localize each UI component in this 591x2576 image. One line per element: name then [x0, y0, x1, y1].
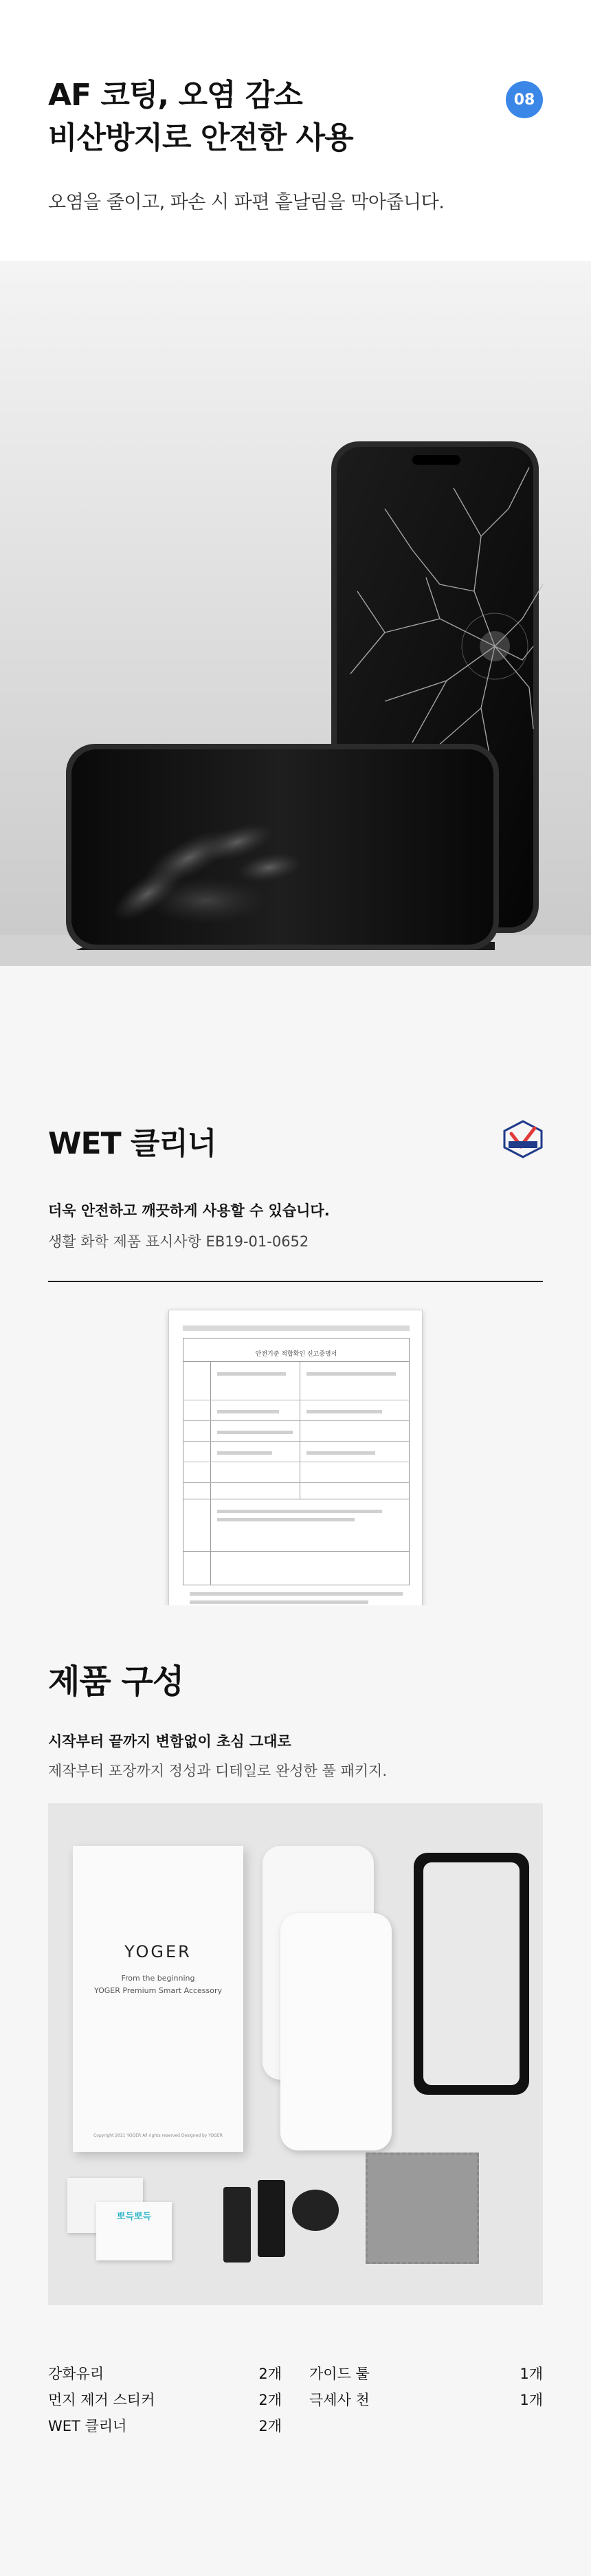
guide-tool [414, 1853, 529, 2095]
sticker-text: 뽀득뽀득 [116, 2212, 152, 2222]
package-tagline-1: From the beginning [121, 1974, 195, 1983]
af-subtitle: 오염을 줄이고, 파손 시 파편 흩날림을 막아줍니다. [48, 192, 445, 213]
item-qty: 1개 [520, 2366, 543, 2382]
list-item [309, 2389, 543, 2410]
af-coating-section [0, 0, 591, 261]
item-name: WET 클리너 [48, 2418, 127, 2434]
af-title [48, 74, 353, 159]
divider [48, 1281, 543, 1282]
phones-illustration [0, 261, 591, 966]
wet-cleaner-packs [223, 2180, 340, 2263]
microfiber-cloth [366, 2153, 479, 2264]
item-name: 강화유리 [48, 2366, 104, 2382]
cracked-phones-photo [0, 261, 591, 966]
af-title-line1: AF 코팅, 오염 감소 [48, 78, 302, 113]
package-brand: YOGER [124, 1942, 192, 1961]
dust-sticker-2 [96, 2202, 172, 2260]
glass-film-front [280, 1913, 392, 2150]
composition-description-bold: 시작부터 끝까지 변함없이 초심 그대로 [48, 1733, 291, 1750]
item-qty: 1개 [520, 2392, 543, 2408]
composition-description: 제작부터 포장까지 정성과 디테일로 완성한 풀 패키지. [48, 1763, 388, 1779]
wet-cleaner-block [0, 966, 591, 1605]
wet-description-bold: 더욱 안전하고 깨끗하게 사용할 수 있습니다. [48, 1202, 330, 1219]
certificate-heading: 안전기준 적합확인 신고증명서 [255, 1351, 337, 1358]
item-qty: 2개 [258, 2418, 282, 2434]
lying-phone [66, 744, 499, 950]
composition-section [0, 1605, 591, 2576]
section-number-badge: 08 [506, 81, 543, 118]
af-title-line2: 비산방지로 안전한 사용 [48, 120, 353, 155]
package-box [73, 1846, 243, 2152]
item-qty: 2개 [258, 2392, 282, 2408]
composition-title: 제품 구성 [48, 1662, 184, 1701]
list-item [309, 2363, 543, 2384]
package-copyright: Copyright 2021 YOGER All rights reserved Designed by YOGER [93, 2133, 223, 2138]
wet-description: 생활 화학 제품 표시사항 EB19-01-0652 [48, 1233, 309, 1250]
package-contents-photo [48, 1803, 543, 2305]
item-name: 가이드 툴 [309, 2366, 370, 2382]
package-tagline-2: YOGER Premium Smart Accessory [93, 1986, 223, 1995]
safety-check-logo-icon [499, 1119, 547, 1160]
wet-title: WET 클리너 [48, 1126, 216, 1161]
item-name: 먼지 제거 스티커 [48, 2392, 155, 2408]
list-item [48, 2363, 282, 2384]
list-item [48, 2389, 282, 2410]
item-name: 극세사 천 [309, 2392, 370, 2408]
item-qty: 2개 [258, 2366, 282, 2382]
list-item [48, 2415, 282, 2436]
